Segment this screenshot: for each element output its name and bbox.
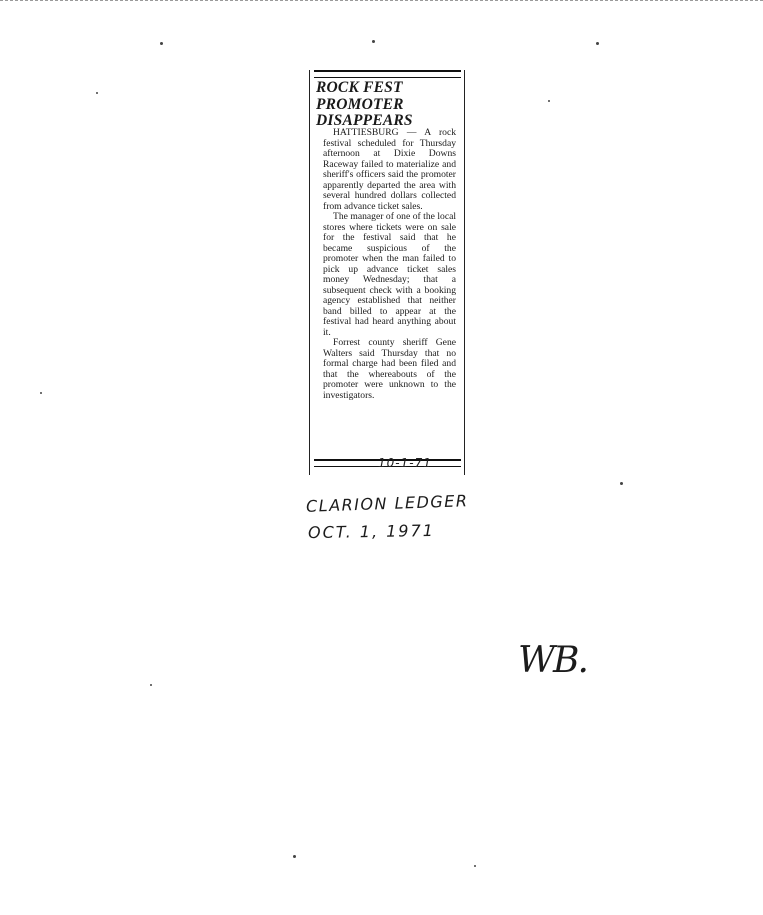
handwritten-source: CLARION LEDGER	[305, 491, 469, 516]
handwritten-clip-date: 10-1-71	[378, 456, 432, 470]
scan-speck	[96, 92, 98, 94]
handwritten-initials: WB.	[518, 640, 587, 681]
scan-speck	[150, 684, 152, 686]
headline-line: DISAPPEARS	[316, 112, 413, 129]
headline-line: ROCK FEST	[316, 79, 403, 96]
scan-speck	[293, 855, 296, 858]
scan-edge	[0, 0, 763, 7]
top-rule	[314, 70, 461, 78]
scan-speck	[620, 482, 623, 485]
headline	[316, 80, 462, 130]
scan-speck	[474, 865, 476, 867]
scan-speck	[160, 42, 163, 45]
scan-speck	[372, 40, 375, 43]
handwritten-source-date: OCT. 1, 1971	[307, 520, 436, 543]
scan-speck	[548, 100, 550, 102]
scan-speck	[596, 42, 599, 45]
article-paragraph: HATTIESBURG — A rock festival scheduled for Thursday afternoon at Dixie Downs Raceway failed to materialize and sheriff's officers said the promoter apparently departed the area with several hundred dollars collected from advance ticket sales.	[323, 127, 456, 212]
article-paragraph: Forrest county sheriff Gene Walters said Thursday that no formal charge had been filed and that the whereabouts of the promoter were unknown to the investigators.	[323, 337, 456, 401]
scan-speck	[40, 392, 42, 394]
article-body	[323, 128, 456, 401]
headline-line: PROMOTER	[316, 95, 404, 113]
article-paragraph: The manager of one of the local stores where tickets were on sale for the festival said that he became suspicious of the promoter when the man failed to pick up advance ticket sales money Wednesday; that a subsequent check with a booking agency established that neither band billed to appear at the festival had heard anything about it.	[323, 211, 456, 338]
newspaper-clipping	[309, 70, 465, 475]
